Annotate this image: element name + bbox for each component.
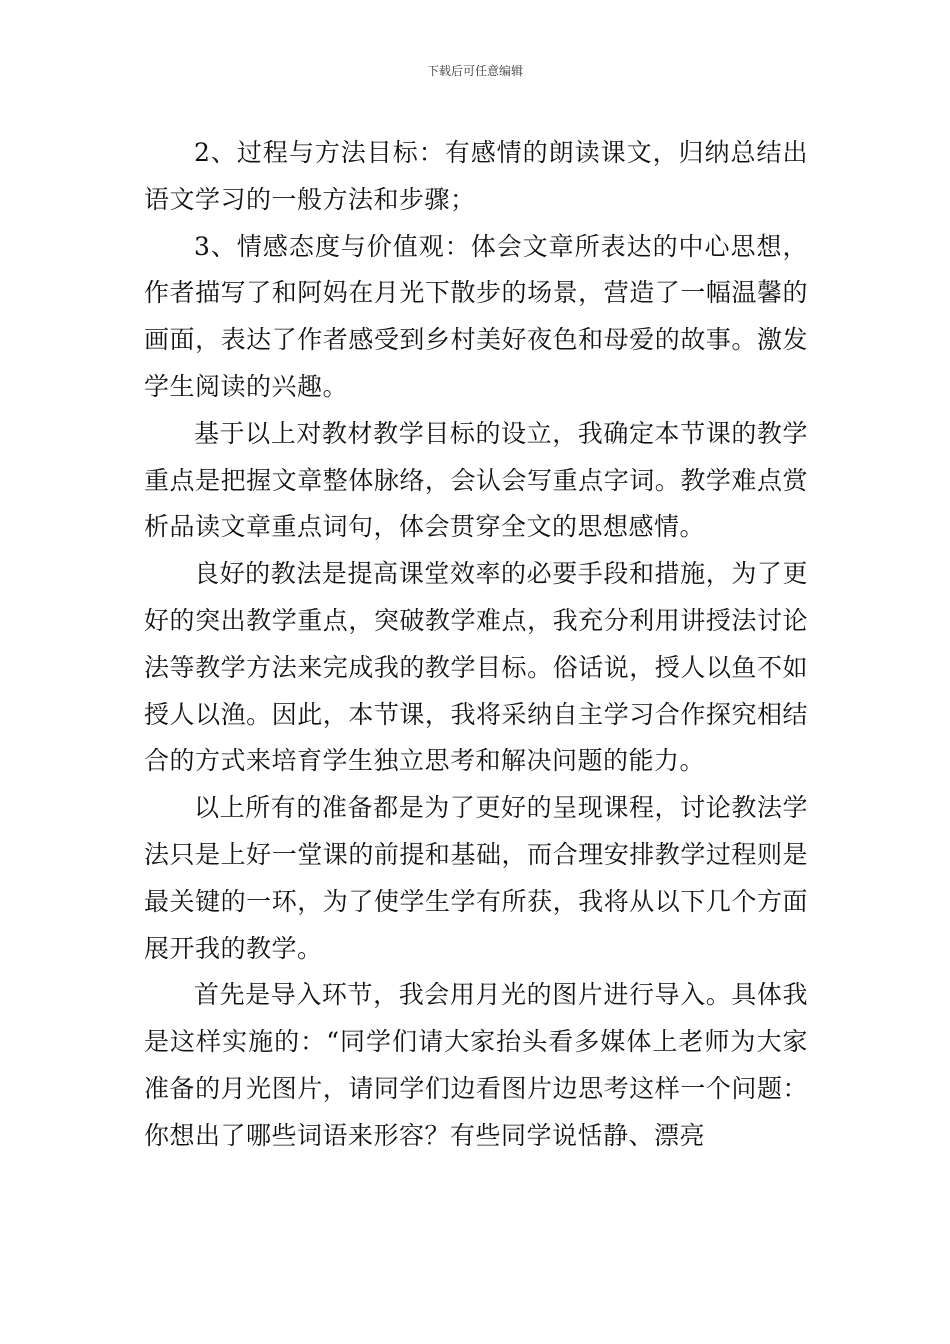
paragraph-process-method-goal: 2、过程与方法目标：有感情的朗读课文，归纳总结出语文学习的一般方法和步骤； — [144, 138, 808, 214]
paragraph-teaching-focus: 基于以上对教材教学目标的设立，我确定本节课的教学重点是把握文章整体脉络，会认会写重点字词。教学难点赏析品读文章重点词句，体会贯穿全文的思想感情。 — [144, 418, 808, 542]
document-body — [144, 130, 808, 1160]
page-header: 下载后可任意编辑 — [426, 64, 523, 78]
paragraph-teaching-methods: 良好的教法是提高课堂效率的必要手段和措施，为了更好的突出教学重点，突破教学难点，我充分利用讲授法讨论法等教学方法来完成我的教学目标。俗话说，授人以鱼不如授人以渔。因此，本节课，我将采纳自主学习合作探究相结合的方式来培育学生独立思考和解决问题的能力。 — [144, 559, 808, 776]
paragraph-introduction-step: 首先是导入环节，我会用月光的图片进行导入。具体我是这样实施的：“同学们请大家抬头看多媒体上老师为大家准备的月光图片，请同学们边看图片边思考这样一个问题：你想出了哪些词语来形容？有些同学说恬静、漂亮 — [144, 980, 808, 1150]
paragraph-emotion-values-goal: 3、情感态度与价值观：体会文章所表达的中心思想，作者描写了和阿妈在月光下散步的场景，营造了一幅温馨的画面，表达了作者感受到乡村美好夜色和母爱的故事。激发学生阅读的兴趣。 — [144, 231, 808, 401]
paragraph-teaching-process: 以上所有的准备都是为了更好的呈现课程，讨论教法学法只是上好一堂课的前提和基础，而合理安排教学过程则是最关键的一环，为了使学生学有所获，我将从以下几个方面展开我的教学。 — [144, 793, 808, 963]
